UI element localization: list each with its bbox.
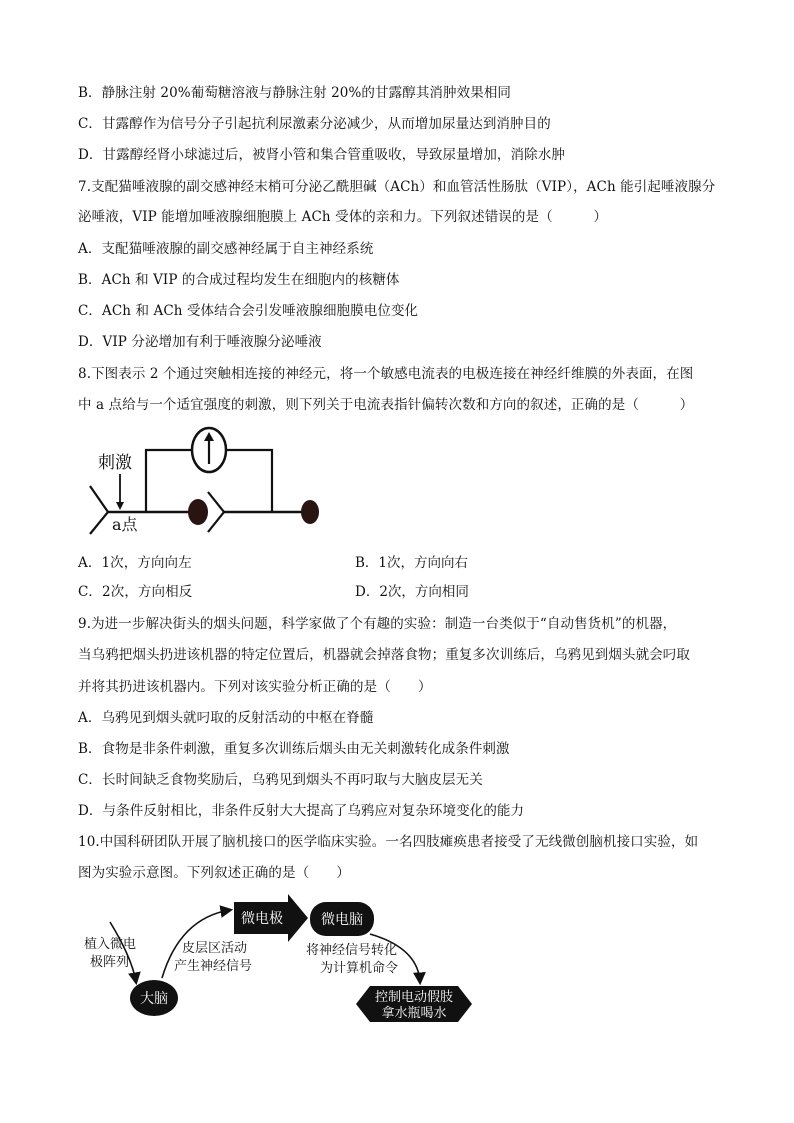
control-label-line1: 控制电动假肢 (374, 990, 454, 1005)
q7-stem-line2: 泌唾液，VIP 能增加唾液腺细胞膜上 ACh 受体的亲和力。下列叙述错误的是（ ） (78, 209, 608, 225)
q8-stem-line2: 中 a 点给与一个适宜强度的刺激，则下列关于电流表指针偏转次数和方向的叙述，正确的是（ ） (78, 397, 694, 413)
q9-stem-line2: 当乌鸦把烟头扔进该机器的特定位置后，机器就会掉落食物；重复多次训练后，乌鸦见到烟头就会叼取 (78, 647, 690, 663)
q6-option-c: C．甘露醇作为信号分子引起抗利尿激素分泌减少，从而增加尿量达到消肿目的 (78, 116, 551, 132)
q9-stem-line1: 9.为进一步解决街头的烟头问题，科学家做了个有趣的实验：制造一台类似于“自动售货机”的机器， (78, 616, 677, 632)
convert-label-line2: 为计算机命令 (320, 961, 399, 976)
q10-stem-line2: 图为实验示意图。下列叙述正确的是（ ） (78, 865, 350, 881)
cortex-label-line2: 产生神经信号 (174, 959, 253, 974)
q9-option-b: B．食物是非条件刺激，重复多次训练后烟头由无关刺激转化成条件刺激 (78, 741, 510, 757)
stimulus-label: 刺激 (98, 453, 132, 473)
q9-option-a: A．乌鸦见到烟头就叼取的反射活动的中枢在脊髓 (78, 710, 374, 726)
q8-option-a: A．1次，方向向左 (78, 555, 192, 571)
implant-label-line2: 极阵列 (90, 955, 130, 970)
brain-label: 大脑 (140, 991, 168, 1007)
q7-option-c: C．ACh 和 ACh 受体结合会引发唾液腺细胞膜电位变化 (78, 303, 419, 319)
q6-option-b: B．静脉注射 20%葡萄糖溶液与静脉注射 20%的甘露醇其消肿效果相同 (78, 85, 512, 101)
control-label-line2: 拿水瓶喝水 (381, 1006, 447, 1021)
convert-label-line1: 将神经信号转化 (306, 943, 398, 958)
q7-option-d: D．VIP 分泌增加有利于唾液腺分泌唾液 (78, 334, 322, 350)
q7-option-b: B．ACh 和 VIP 的合成过程均发生在细胞内的核糖体 (78, 272, 400, 288)
electrode-wire-left (146, 450, 192, 512)
implant-label-line1: 植入微电 (84, 937, 137, 952)
microelectrode-label: 微电极 (241, 911, 283, 927)
q9-option-c: C．长时间缺乏食物奖励后，乌鸦见到烟头不再叼取与大脑皮层无关 (78, 772, 483, 788)
q8-option-d: D．2次，方向相同 (355, 584, 469, 600)
q9-stem-line3: 并将其扔进该机器内。下列对该实验分析正确的是（ ） (78, 679, 432, 695)
point-a-label: a点 (112, 515, 138, 534)
brain-computer-interface-diagram (70, 888, 490, 1028)
q7-stem-line1: 7.支配猫唾液腺的副交感神经末梢可分泌乙酰胆碱（ACh）和血管活性肠肽（VIP），ACh 能引起唾液腺分 (78, 179, 716, 195)
neuron-body-icon (301, 500, 319, 524)
microcomputer-label: 微电脑 (321, 912, 363, 928)
q8-option-c: C．2次，方向相反 (78, 584, 193, 600)
q7-option-a: A．支配猫唾液腺的副交感神经属于自主神经系统 (78, 241, 374, 257)
q10-stem-line1: 10.中国科研团队开展了脑机接口的医学临床实验。一名四肢瘫痪患者接受了无线微创脑机接口实验，如 (78, 834, 699, 850)
q9-option-d: D．与条件反射相比，非条件反射大大提高了乌鸦应对复杂环境变化的能力 (78, 803, 525, 819)
synaptic-terminal-icon (188, 499, 208, 525)
q6-option-d: D．甘露醇经肾小球滤过后，被肾小管和集合管重吸收，导致尿量增加，消除水肿 (78, 147, 565, 163)
neuron-synapse-diagram (80, 418, 340, 540)
stimulus-arrow-icon (116, 502, 124, 510)
cortex-label-line1: 皮层区活动 (182, 941, 248, 956)
electrode-wire-right (226, 450, 272, 512)
q8-stem-line1: 8.下图表示 2 个通过突触相连接的神经元，将一个敏感电流表的电极连接在神经纤维膜的外表面，在图 (78, 366, 694, 382)
q8-option-b: B．1次，方向向右 (355, 555, 469, 571)
